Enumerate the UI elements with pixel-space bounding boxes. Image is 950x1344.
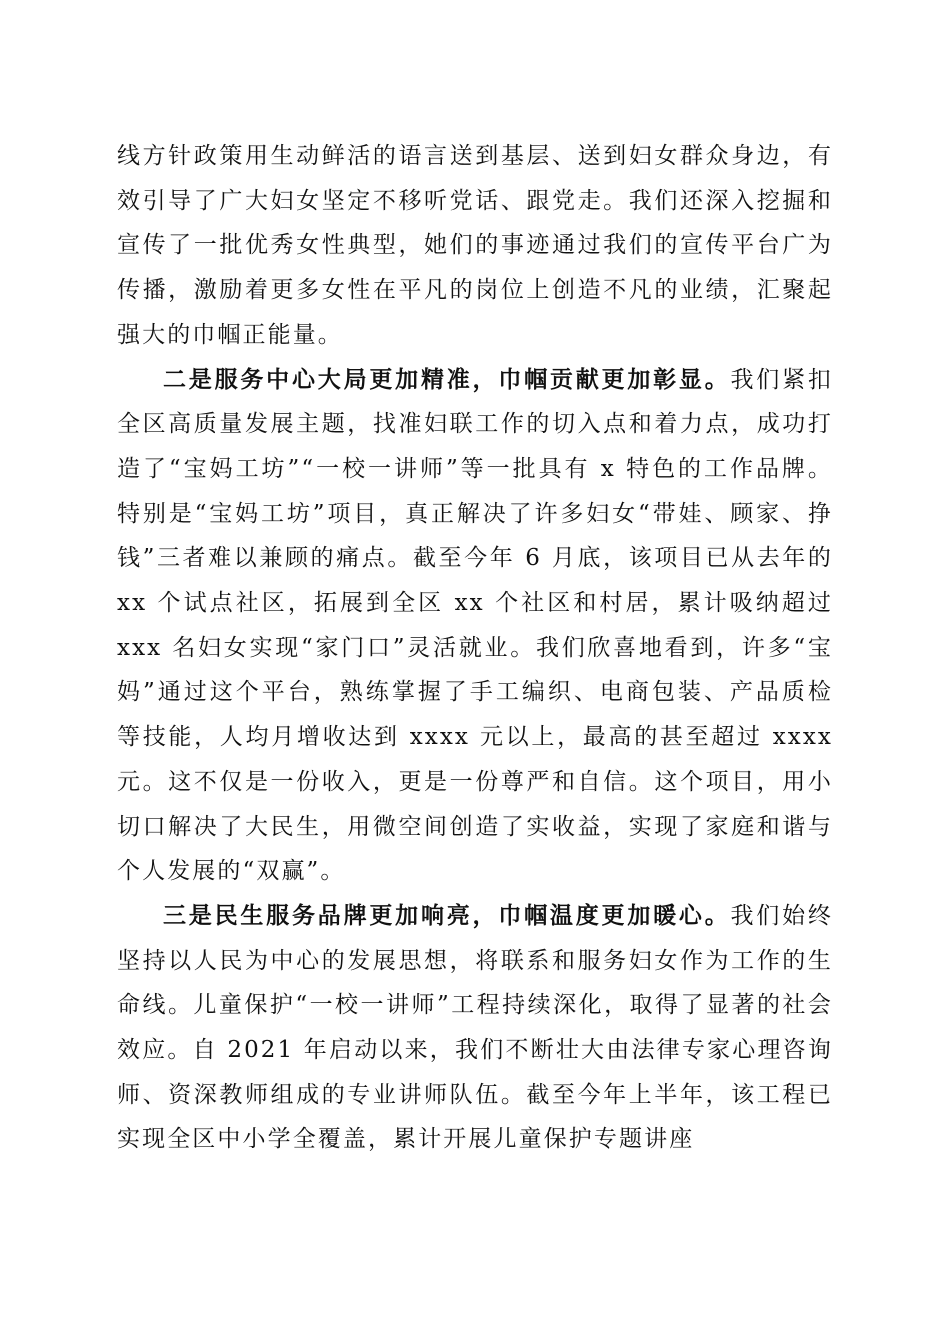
paragraph-2-text: 我们紧扣全区高质量发展主题，找准妇联工作的切入点和着力点，成功打造了“宝妈工坊”“一校一讲师”等一批具有 x 特色的工作品牌。特别是“宝妈工坊”项目，真正解决了许多妇女“带娃、顾家、挣钱”三者难以兼顾的痛点。截至今年 6 月底，该项目已从去年的 xx 个试点社区，拓展到全区 xx 个社区和村居，累计吸纳超过 xxx 名妇女实现“家门口”灵活就业。我们欣喜地看到，许多“宝妈”通过这个平台，熟练掌握了手工编织、电商包装、产品质检等技能，人均月增收达到 xxxx 元以上，最高的甚至超过 xxxx 元。这不仅是一份收入，更是一份尊严和自信。这个项目，用小切口解决了大民生，用微空间创造了实收益，实现了家庭和谐与个人发展的“双赢”。 bbox=[117, 366, 834, 885]
paragraph-3 bbox=[117, 894, 833, 1162]
paragraph-3-lead: 三是民生服务品牌更加响亮，巾帼温度更加暖心。 bbox=[163, 901, 731, 929]
paragraph-2-lead: 二是服务中心大局更加精准，巾帼贡献更加彰显。 bbox=[163, 365, 731, 393]
document-body bbox=[117, 134, 833, 1162]
paragraph-1-text: 线方针政策用生动鲜活的语言送到基层、送到妇女群众身边，有效引导了广大妇女坚定不移听党话、跟党走。我们还深入挖掘和宣传了一批优秀女性典型，她们的事迹通过我们的宣传平台广为传播，激励着更多女性在平凡的岗位上创造不凡的业绩，汇聚起强大的巾帼正能量。 bbox=[117, 143, 833, 348]
paragraph-2 bbox=[117, 358, 833, 894]
paragraph-3-text: 我们始终坚持以人民为中心的发展思想，将联系和服务妇女作为工作的生命线。儿童保护“一校一讲师”工程持续深化，取得了显著的社会效应。自 2021 年启动以来，我们不断壮大由法律专家心理咨询师、资深教师组成的专业讲师队伍。截至今年上半年，该工程已实现全区中小学全覆盖，累计开展儿童保护专题讲座 bbox=[117, 902, 834, 1153]
paragraph-1 bbox=[117, 134, 833, 358]
